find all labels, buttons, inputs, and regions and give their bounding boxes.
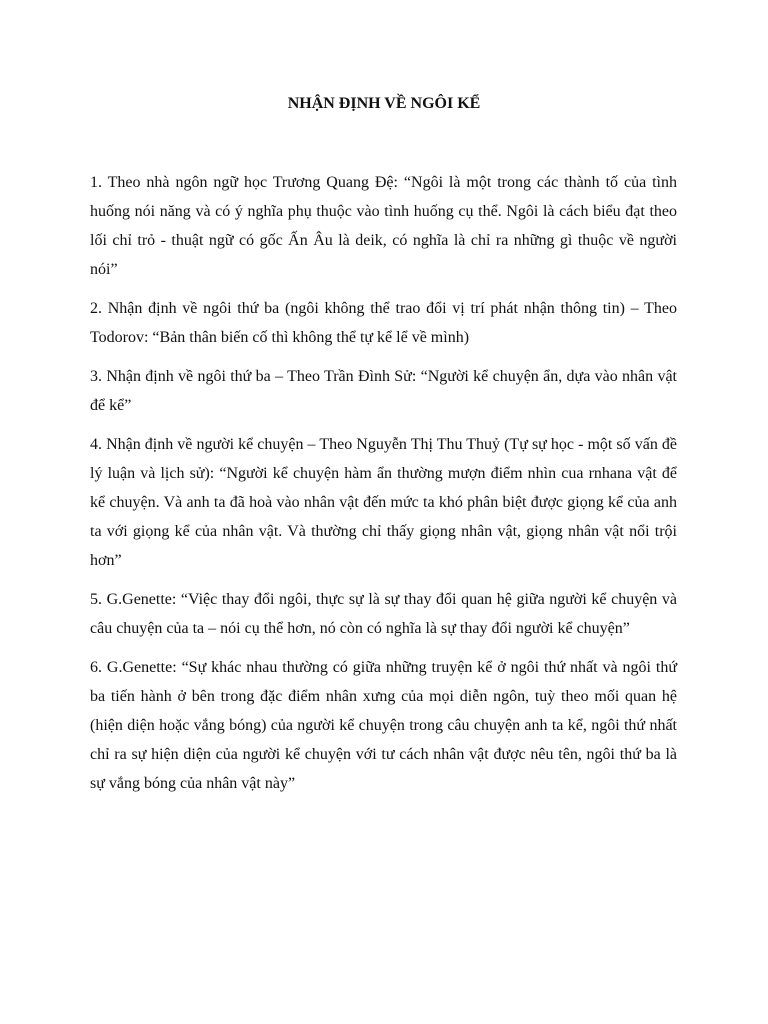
paragraph-6: 6. G.Genette: “Sự khác nhau thường có giữa những truyện kể ở ngôi thứ nhất và ngôi thứ ba tiến hành ở bên trong đặc điểm nhân xưng của mọi diễn ngôn, tuỳ theo mối quan hệ (hiện diện hoặc vắng bóng) của người kể chuyện trong câu chuyện anh ta kể, ngôi thứ nhất chỉ ra sự hiện diện của người kể chuyện với tư cách nhân vật được nêu tên, ngôi thứ ba là sự vắng bóng của nhân vật này” [90, 659, 677, 792]
paragraph-4: 4. Nhận định về người kể chuyện – Theo Nguyễn Thị Thu Thuỷ (Tự sự học - một số vấn đề lý luận và lịch sử): “Người kể chuyện hàm ẩn thường mượn điểm nhìn cua rnhana vật để kể chuyện. Và anh ta đã hoà vào nhân vật đến mức ta khó phân biệt được giọng kể của anh ta với giọng kể của nhân vật. Và thường chỉ thấy giọng nhân vật, giọng nhân vật nổi trội hơn” [90, 436, 677, 569]
document-title: NHẬN ĐỊNH VỀ NGÔI KỂ [287, 95, 481, 112]
paragraph-1: 1. Theo nhà ngôn ngữ học Trương Quang Đệ: “Ngôi là một trong các thành tố của tình huống nói năng và có ý nghĩa phụ thuộc vào tình huống cụ thể. Ngôi là cách biểu đạt theo lối chỉ trỏ - thuật ngữ có gốc Ấn Âu là deik, có nghĩa là chỉ ra những gì thuộc về người nói” [90, 174, 677, 278]
paragraph-5: 5. G.Genette: “Việc thay đổi ngôi, thực sự là sự thay đổi quan hệ giữa người kể chuyện và câu chuyện của ta – nói cụ thể hơn, nó còn có nghĩa là sự thay đổi người kể chuyện” [90, 591, 677, 637]
paragraph-2: 2. Nhận định về ngôi thứ ba (ngôi không thể trao đổi vị trí phát nhận thông tin) – Theo Todorov: “Bản thân biến cố thì không thể tự kể lể về mình) [90, 300, 677, 346]
paragraph-3: 3. Nhận định về ngôi thứ ba – Theo Trần Đình Sử: “Người kể chuyện ẩn, dựa vào nhân vật để kể” [90, 368, 677, 414]
document-body [90, 168, 677, 808]
